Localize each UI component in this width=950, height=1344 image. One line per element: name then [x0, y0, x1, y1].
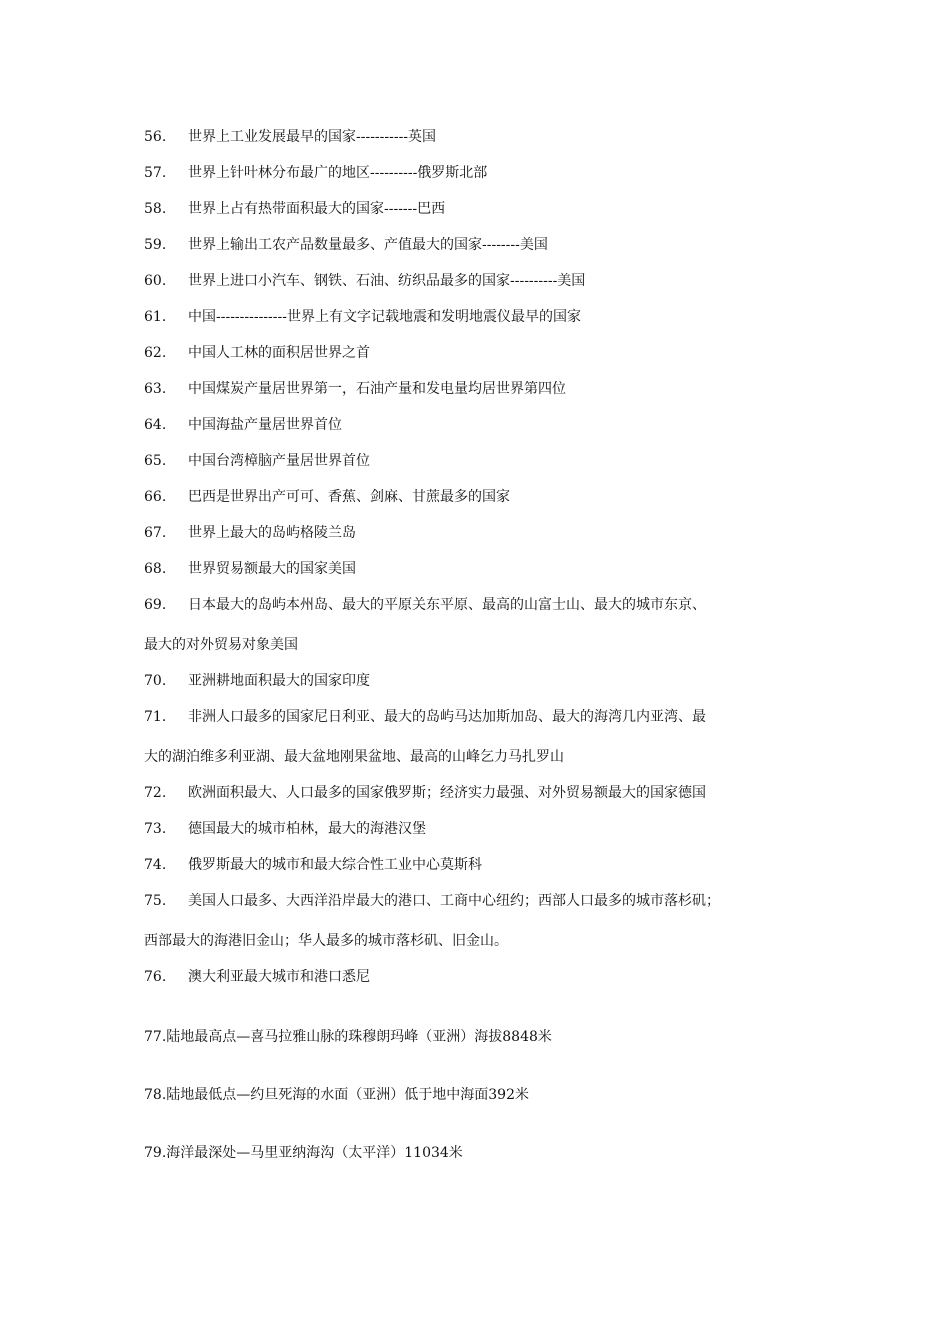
item-text: 世界上占有热带面积最大的国家-------巴西 — [188, 201, 446, 217]
item-text: 世界上最大的岛屿格陵兰岛 — [188, 525, 356, 541]
item-number: 69. — [144, 597, 167, 613]
list-item — [144, 452, 370, 470]
item-number: 60. — [144, 273, 167, 289]
list-item — [144, 416, 342, 434]
item-number: 75. — [144, 893, 167, 909]
item-text: 海洋最深处—马里亚纳海沟（太平洋）11034米 — [166, 1145, 463, 1161]
item-number: 61. — [144, 309, 167, 325]
item-number: 76. — [144, 969, 167, 985]
item-number: 65. — [144, 453, 167, 469]
list-item — [144, 200, 445, 218]
list-item — [144, 164, 487, 182]
item-text: 西部最大的海港旧金山；华人最多的城市落杉矶、旧金山。 — [144, 933, 508, 949]
item-number: 70. — [144, 673, 167, 689]
item-text: 日本最大的岛屿本州岛、最大的平原关东平原、最高的山富士山、最大的城市东京、 — [188, 597, 706, 613]
item-number: 79. — [144, 1145, 167, 1161]
list-item — [144, 968, 370, 986]
list-item — [144, 784, 706, 802]
item-number: 77. — [144, 1029, 167, 1045]
list-item — [144, 820, 426, 838]
item-number: 62. — [144, 345, 167, 361]
item-number: 68. — [144, 561, 167, 577]
item-number: 59. — [144, 237, 167, 253]
item-text: 世界上针叶林分布最广的地区----------俄罗斯北部 — [188, 165, 488, 181]
item-number: 58. — [144, 201, 167, 217]
item-text: 最大的对外贸易对象美国 — [144, 637, 298, 653]
item-text: 美国人口最多、大西洋沿岸最大的港口、工商中心纽约；西部人口最多的城市落杉矶； — [188, 893, 720, 909]
item-text: 非洲人口最多的国家尼日利亚、最大的岛屿马达加斯加岛、最大的海湾几内亚湾、最 — [188, 709, 706, 725]
list-item-continuation — [144, 636, 298, 654]
item-text: 中国---------------世界上有文字记载地震和发明地震仪最早的国家 — [188, 309, 581, 325]
list-item — [144, 344, 370, 362]
item-number: 66. — [144, 489, 167, 505]
list-item — [144, 1086, 529, 1104]
item-text: 中国台湾樟脑产量居世界首位 — [188, 453, 370, 469]
list-item — [144, 856, 482, 874]
list-item — [144, 236, 548, 254]
item-number: 56. — [144, 129, 167, 145]
item-text: 德国最大的城市柏林，最大的海港汉堡 — [188, 821, 426, 837]
item-number: 74. — [144, 857, 167, 873]
item-text: 世界贸易额最大的国家美国 — [188, 561, 356, 577]
item-number: 72. — [144, 785, 167, 801]
item-number: 78. — [144, 1087, 167, 1103]
item-text: 陆地最低点—约旦死海的水面（亚洲）低于地中海面392米 — [166, 1087, 529, 1103]
list-item — [144, 524, 356, 542]
item-text: 世界上工业发展最早的国家-----------英国 — [188, 129, 437, 145]
list-item — [144, 560, 356, 578]
list-item — [144, 308, 581, 326]
item-text: 中国煤炭产量居世界第一，石油产量和发电量均居世界第四位 — [188, 381, 566, 397]
list-item — [144, 272, 585, 290]
list-item — [144, 708, 706, 726]
list-item-continuation — [144, 932, 508, 950]
item-number: 63. — [144, 381, 167, 397]
item-text: 俄罗斯最大的城市和最大综合性工业中心莫斯科 — [188, 857, 482, 873]
item-text: 中国海盐产量居世界首位 — [188, 417, 342, 433]
list-item — [144, 1144, 463, 1162]
item-text: 中国人工林的面积居世界之首 — [188, 345, 370, 361]
list-item — [144, 128, 436, 146]
item-text: 亚洲耕地面积最大的国家印度 — [188, 673, 370, 689]
item-text: 世界上输出工农产品数量最多、产值最大的国家--------美国 — [188, 237, 548, 253]
item-number: 64. — [144, 417, 167, 433]
list-item — [144, 488, 510, 506]
list-item — [144, 1028, 552, 1046]
item-number: 57. — [144, 165, 167, 181]
list-item — [144, 672, 370, 690]
item-number: 67. — [144, 525, 167, 541]
item-text: 欧洲面积最大、人口最多的国家俄罗斯；经济实力最强、对外贸易额最大的国家德国 — [188, 785, 706, 801]
item-number: 71. — [144, 709, 167, 725]
item-text: 大的湖泊维多利亚湖、最大盆地刚果盆地、最高的山峰乞力马扎罗山 — [144, 749, 564, 765]
item-number: 73. — [144, 821, 167, 837]
list-item — [144, 380, 566, 398]
item-text: 世界上进口小汽车、钢铁、石油、纺织品最多的国家----------美国 — [188, 273, 586, 289]
list-item-continuation — [144, 748, 564, 766]
list-item — [144, 892, 720, 910]
item-text: 陆地最高点—喜马拉雅山脉的珠穆朗玛峰（亚洲）海拔8848米 — [166, 1029, 552, 1045]
item-text: 巴西是世界出产可可、香蕉、剑麻、甘蔗最多的国家 — [188, 489, 510, 505]
item-text: 澳大利亚最大城市和港口悉尼 — [188, 969, 370, 985]
list-item — [144, 596, 706, 614]
